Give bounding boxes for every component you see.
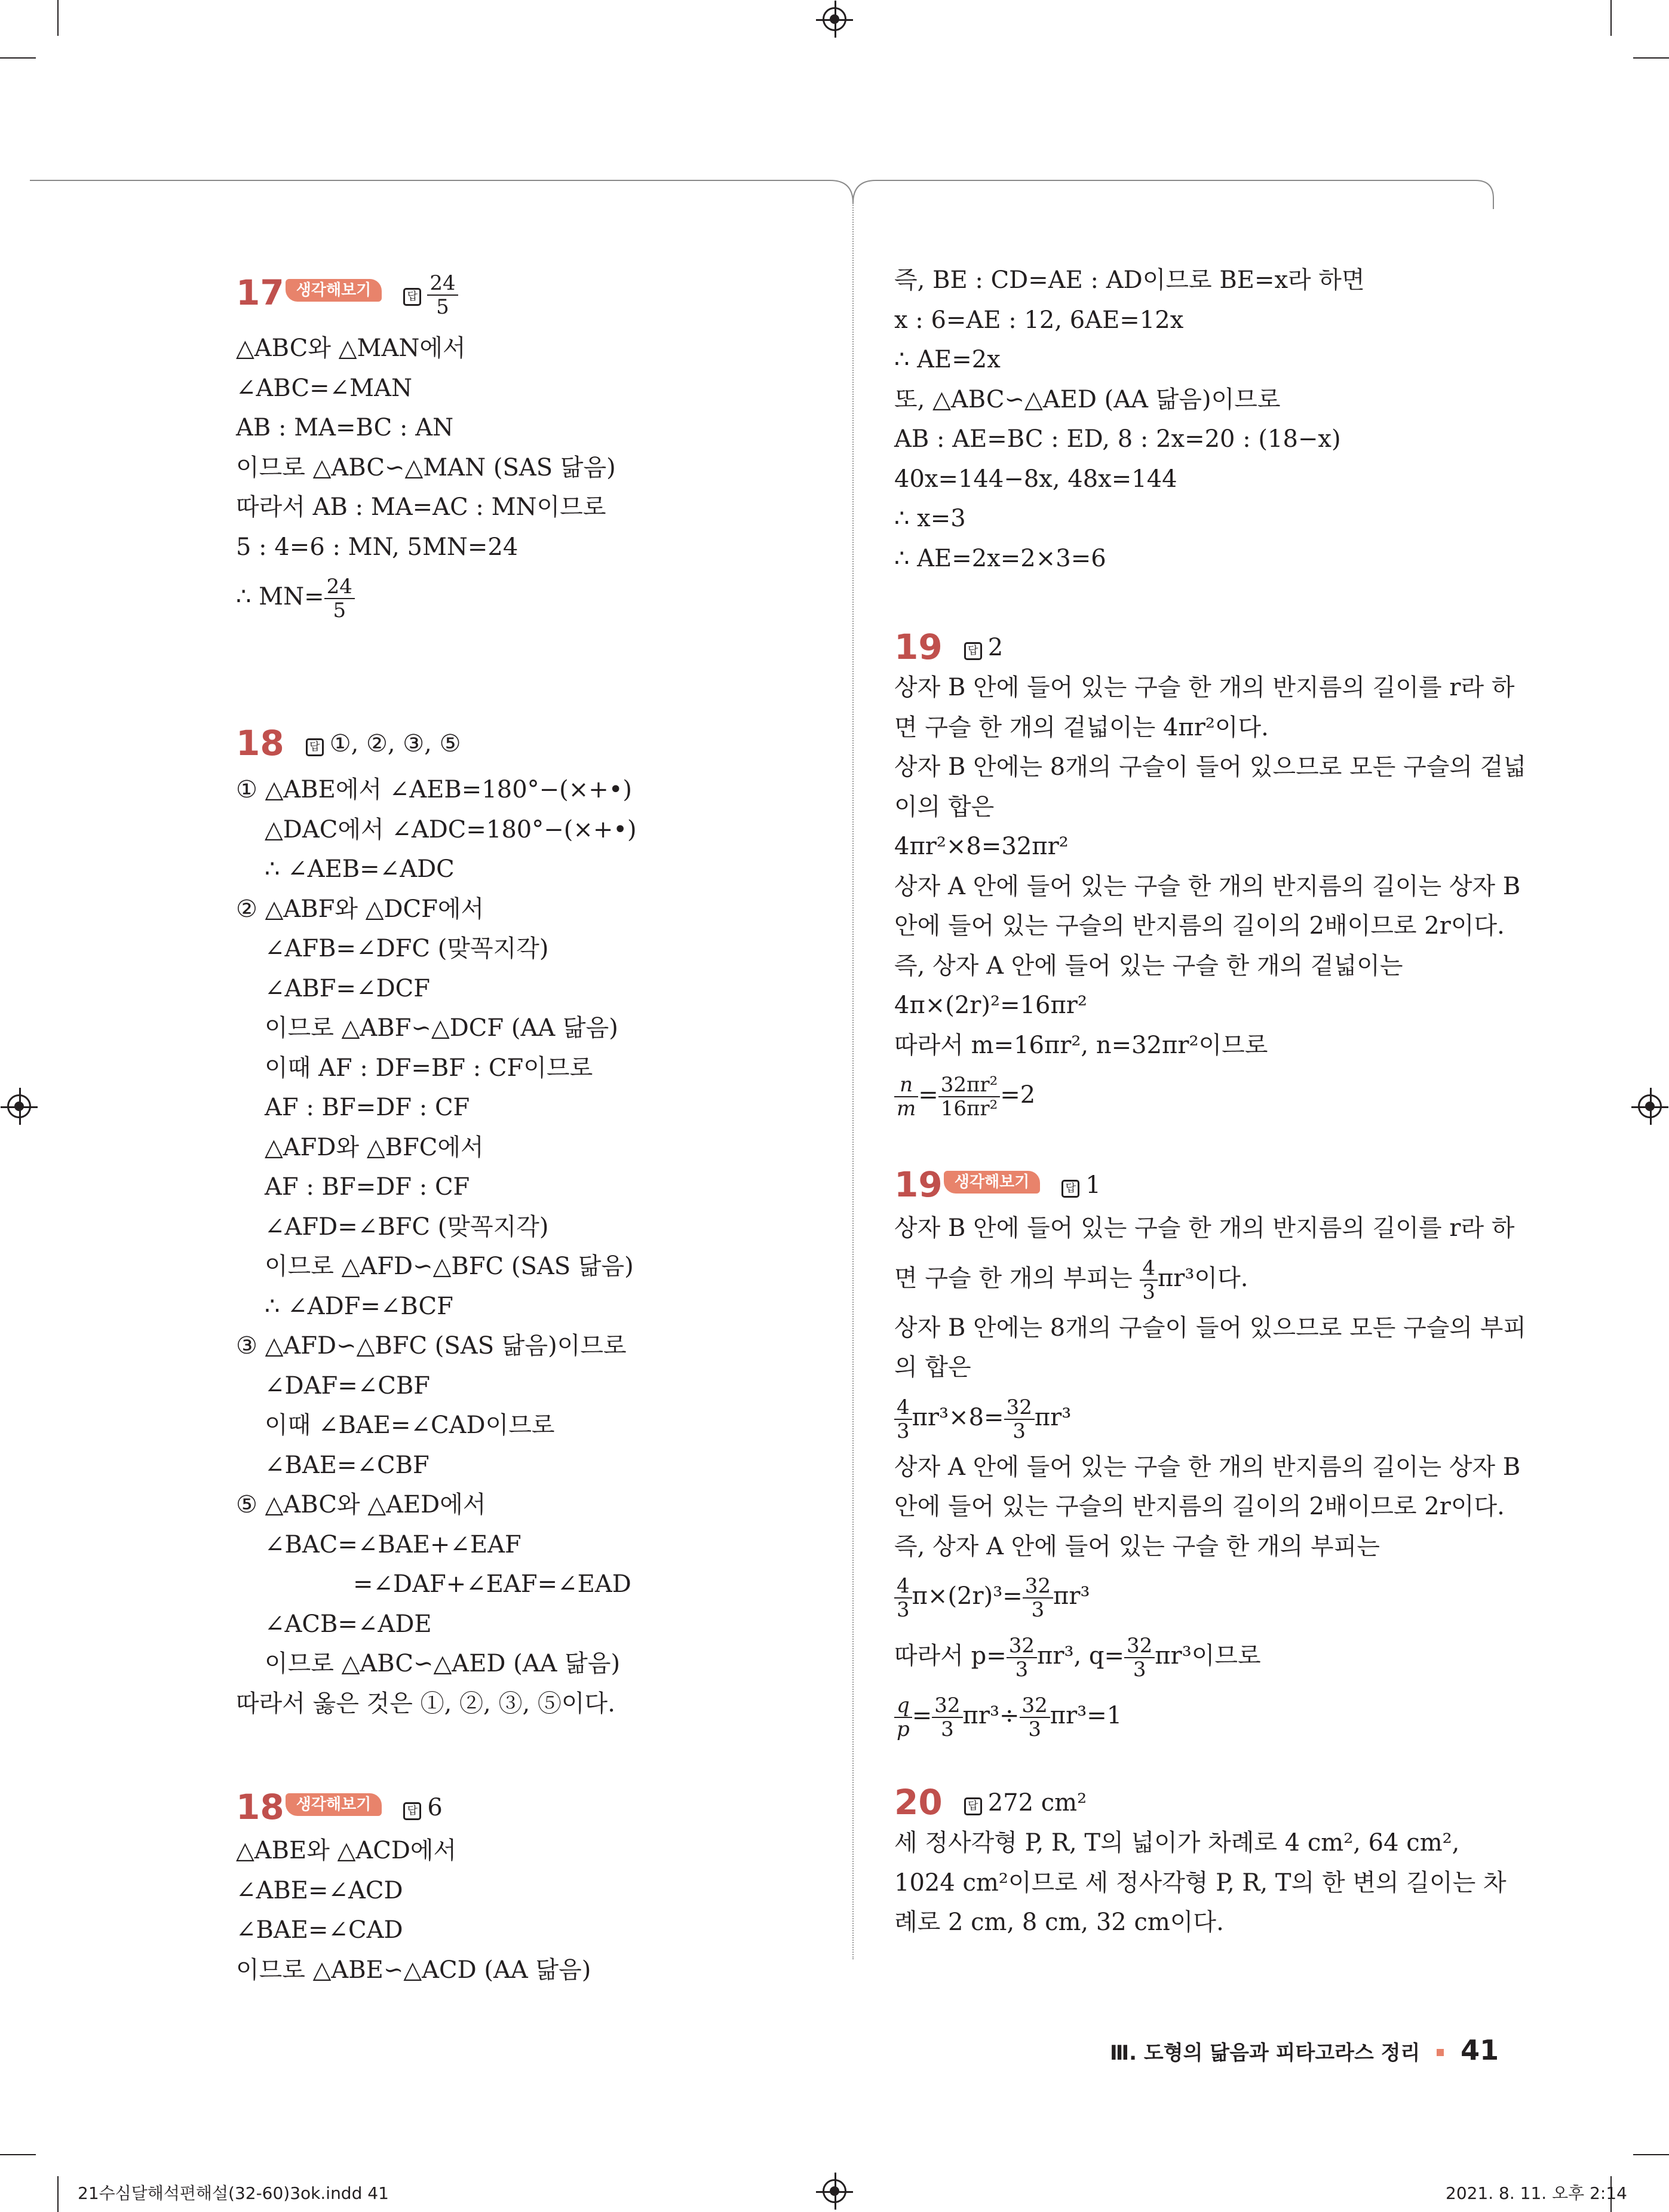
q18-line: ③ △AFD∽△BFC (SAS 닮음)이므로 — [236, 1332, 627, 1360]
q18-line: ① △ABE에서 ∠AEB=180°−(×+•) — [236, 776, 633, 803]
registration-mark-top — [823, 7, 846, 31]
q18-line: △AFD와 △BFC에서 — [265, 1133, 484, 1161]
page-number: 41 — [1461, 2034, 1499, 2066]
q19-number: 19 — [894, 627, 943, 667]
chapter-footer — [1110, 2034, 1499, 2066]
q18-line: ∠ACB=∠ADE — [265, 1610, 432, 1638]
q18b-header — [236, 1783, 637, 1831]
q20-line: 세 정사각형 P, R, T의 넓이가 차례로 4 cm², 64 cm², — [894, 1829, 1460, 1857]
q19-line: 즉, 상자 A 안에 들어 있는 구슬 한 개의 겉넓이는 — [894, 952, 1403, 980]
answer-icon: 답 — [403, 288, 421, 306]
q18-line: ∠ABF=∠DCF — [265, 974, 431, 1002]
q19b-header — [894, 1161, 1526, 1208]
q17-number: 17 — [236, 272, 284, 313]
q19-line: 따라서 m=16πr², n=32πr²이므로 — [894, 1031, 1268, 1059]
answer-icon: 답 — [964, 1797, 982, 1815]
q18b-think-tag: 생각해보기 — [286, 1793, 382, 1816]
answer-icon: 답 — [964, 642, 982, 660]
q19b-line: 상자 B 안에 들어 있는 구슬 한 개의 반지름의 길이를 r라 하 — [894, 1214, 1515, 1242]
cont-line: 즉, BE : CD=AE : AD이므로 BE=x라 하면 — [894, 266, 1365, 294]
q19-line: 안에 들어 있는 구슬의 반지름의 길이의 2배이므로 2r이다. — [894, 912, 1505, 940]
crop-mark-bottom-left-v — [57, 2176, 59, 2212]
q18-line: ∴ ∠ADF=∠BCF — [265, 1292, 453, 1320]
crop-mark-top-left-h — [0, 57, 36, 59]
q19b-line: 안에 들어 있는 구슬의 반지름의 길이의 2배이므로 2r이다. — [894, 1493, 1505, 1520]
answer-icon: 답 — [1061, 1180, 1079, 1198]
q19-line: 4π×(2r)²=16πr² — [894, 992, 1087, 1019]
q19-line: 면 구슬 한 개의 겉넓이는 4πr²이다. — [894, 713, 1269, 741]
q17-line-4: 이므로 △ABC∽△MAN (SAS 닮음) — [236, 453, 616, 481]
page-frame-header — [0, 173, 1669, 227]
q18-line: =∠DAF+∠EAF=∠EAD — [353, 1570, 631, 1598]
print-date: 2021. 8. 11. 오후 2:14 — [1446, 2183, 1627, 2203]
q19b-line: 면 구슬 한 개의 부피는 $\frac{4}{3}$ πr³이다. — [894, 1256, 1248, 1304]
answer-icon: 답 — [403, 1802, 421, 1820]
registration-mark-right — [1638, 1094, 1662, 1118]
cont-line: 40x=144−8x, 48x=144 — [894, 465, 1177, 493]
q20-number: 20 — [894, 1782, 943, 1823]
q19b-line: $\frac{q}{p}$ = $\frac{32}{3}$ πr³÷ $\frac{32}{3}$ πr³=1 — [894, 1686, 1526, 1745]
q18-line: AF : BF=DF : CF — [265, 1173, 470, 1201]
q19b-think-tag: 생각해보기 — [944, 1171, 1041, 1194]
q18-line: ② △ABF와 △DCF에서 — [236, 895, 484, 923]
q18-line: ∴ ∠AEB=∠ADC — [265, 855, 455, 883]
q20-line: 1024 cm²이므로 세 정사각형 P, R, T의 한 변의 길이는 차 — [894, 1869, 1507, 1897]
q19-line: 상자 A 안에 들어 있는 구슬 한 개의 반지름의 길이는 상자 B — [894, 872, 1521, 900]
q19-fraction-line: $\frac{n}{m}$ = $\frac{\text{32πr²}}{\text{16πr²}}$ =2 — [894, 1065, 1526, 1125]
q18b-line: ∠ABE=∠ACD — [236, 1876, 403, 1904]
crop-mark-top-left-v — [57, 0, 59, 36]
q19-line: 상자 B 안에는 8개의 구슬이 들어 있으므로 모든 구슬의 겉넓 — [894, 753, 1526, 781]
q19b-line: $\frac{4}{3}$ π×(2r)³= $\frac{32}{3}$ πr³ — [894, 1566, 1526, 1626]
q19-line: 상자 B 안에 들어 있는 구슬 한 개의 반지름의 길이를 r라 하 — [894, 674, 1515, 701]
right-column — [894, 260, 1526, 1943]
q17-conclusion: ∴ MN= $\frac{24}{5}$ — [236, 567, 637, 627]
q19-answer: 2 — [987, 634, 1004, 661]
q18-line: ∠BAE=∠CBF — [265, 1451, 429, 1479]
q18-line: ∠BAC=∠BAE+∠EAF — [265, 1530, 521, 1558]
left-column — [236, 257, 637, 1990]
cont-line: ∴ AE=2x — [894, 346, 1001, 373]
cont-line: ∴ AE=2x=2×3=6 — [894, 544, 1106, 572]
cont-line: x : 6=AE : 12, 6AE=12x — [894, 306, 1184, 334]
q18-answer: ①, ②, ③, ⑤ — [329, 730, 461, 757]
q18-line: △DAC에서 ∠ADC=180°−(×+•) — [265, 815, 637, 843]
q17-line-6: 5 : 4=6 : MN, 5MN=24 — [236, 533, 519, 561]
q18b-line: 이므로 △ABE∽△ACD (AA 닮음) — [236, 1956, 591, 1984]
cont-line: ∴ x=3 — [894, 505, 966, 532]
q18-line: ∠DAF=∠CBF — [265, 1372, 431, 1400]
q17-answer-fraction: $\frac{24}{5}$ — [427, 272, 458, 318]
q20-header — [894, 1781, 1526, 1823]
q17-line-3: AB : MA=BC : AN — [236, 414, 454, 441]
q19b-line: 상자 A 안에 들어 있는 구슬 한 개의 반지름의 길이는 상자 B — [894, 1453, 1521, 1481]
q19b-answer: 1 — [1085, 1171, 1101, 1199]
answer-icon: 답 — [306, 738, 324, 756]
file-info: 21수심달해석편해설(32-60)3ok.indd 41 — [78, 2183, 389, 2203]
q17-line-1: △ABC와 △MAN에서 — [236, 335, 466, 362]
q18b-line: ∠BAE=∠CAD — [236, 1916, 403, 1944]
q19b-line: 따라서 p= $\frac{32}{3}$ πr³, q= $\frac{32}{3}$ πr³이므로 — [894, 1634, 1261, 1682]
q18-line: AF : BF=DF : CF — [265, 1094, 470, 1121]
chapter-title: Ⅲ. 도형의 닮음과 피타고라스 정리 — [1110, 2041, 1421, 2065]
q18-line: ∠AFD=∠BFC (맞꼭지각) — [265, 1213, 549, 1241]
q18-line: ⑤ △ABC와 △AED에서 — [236, 1491, 486, 1518]
q19-line: 이의 합은 — [894, 793, 995, 821]
q19-header — [894, 626, 1526, 668]
q18-line: 이때 AF : DF=BF : CF이므로 — [265, 1054, 593, 1082]
q19-line: 4πr²×8=32πr² — [894, 833, 1069, 860]
column-divider — [852, 203, 854, 1959]
q17-line-5: 따라서 AB : MA=AC : MN이므로 — [236, 493, 606, 521]
crop-mark-top-right-v — [1610, 0, 1612, 36]
q18-line: ∠AFB=∠DFC (맞꼭지각) — [265, 935, 549, 962]
crop-mark-bottom-right-h — [1633, 2154, 1669, 2155]
registration-mark-bottom — [823, 2179, 846, 2203]
q19b-line: 의 합은 — [894, 1354, 971, 1381]
q18-number: 18 — [236, 723, 284, 763]
q18-line: 이때 ∠BAE=∠CAD이므로 — [265, 1412, 555, 1439]
q18-line: 따라서 옳은 것은 ①, ②, ③, ⑤이다. — [236, 1689, 615, 1717]
q18-line: 이므로 △ABC∽△AED (AA 닮음) — [265, 1650, 621, 1677]
q20-answer: 272 cm² — [987, 1789, 1087, 1817]
cont-line: 또, △ABC∽△AED (AA 닮음)이므로 — [894, 385, 1281, 413]
q17-header — [236, 257, 637, 329]
q19b-line: 즉, 상자 A 안에 들어 있는 구슬 한 개의 부피는 — [894, 1532, 1380, 1560]
registration-mark-left — [7, 1094, 31, 1118]
cont-line: AB : AE=BC : ED, 8 : 2x=20 : (18−x) — [894, 425, 1341, 453]
q19b-number: 19 — [894, 1164, 943, 1205]
q17-think-tag: 생각해보기 — [286, 279, 382, 302]
crop-mark-top-right-h — [1633, 57, 1669, 59]
q18b-number: 18 — [236, 1787, 284, 1827]
q19b-line: $\frac{4}{3}$ πr³×8= $\frac{32}{3}$ πr³ — [894, 1388, 1526, 1447]
q18-line: 이므로 △ABF∽△DCF (AA 닮음) — [265, 1014, 618, 1042]
q18b-answer: 6 — [427, 1794, 443, 1821]
crop-mark-bottom-left-h — [0, 2154, 36, 2155]
q19b-line: 상자 B 안에는 8개의 구슬이 들어 있으므로 모든 구슬의 부피 — [894, 1314, 1526, 1342]
q20-line: 례로 2 cm, 8 cm, 32 cm이다. — [894, 1909, 1224, 1936]
q18-line: 이므로 △AFD∽△BFC (SAS 닮음) — [265, 1253, 634, 1280]
q18-header — [236, 716, 637, 770]
footer-bullet — [1437, 2049, 1444, 2056]
q17-line-2: ∠ABC=∠MAN — [236, 374, 413, 402]
q18b-line: △ABE와 △ACD에서 — [236, 1837, 457, 1864]
